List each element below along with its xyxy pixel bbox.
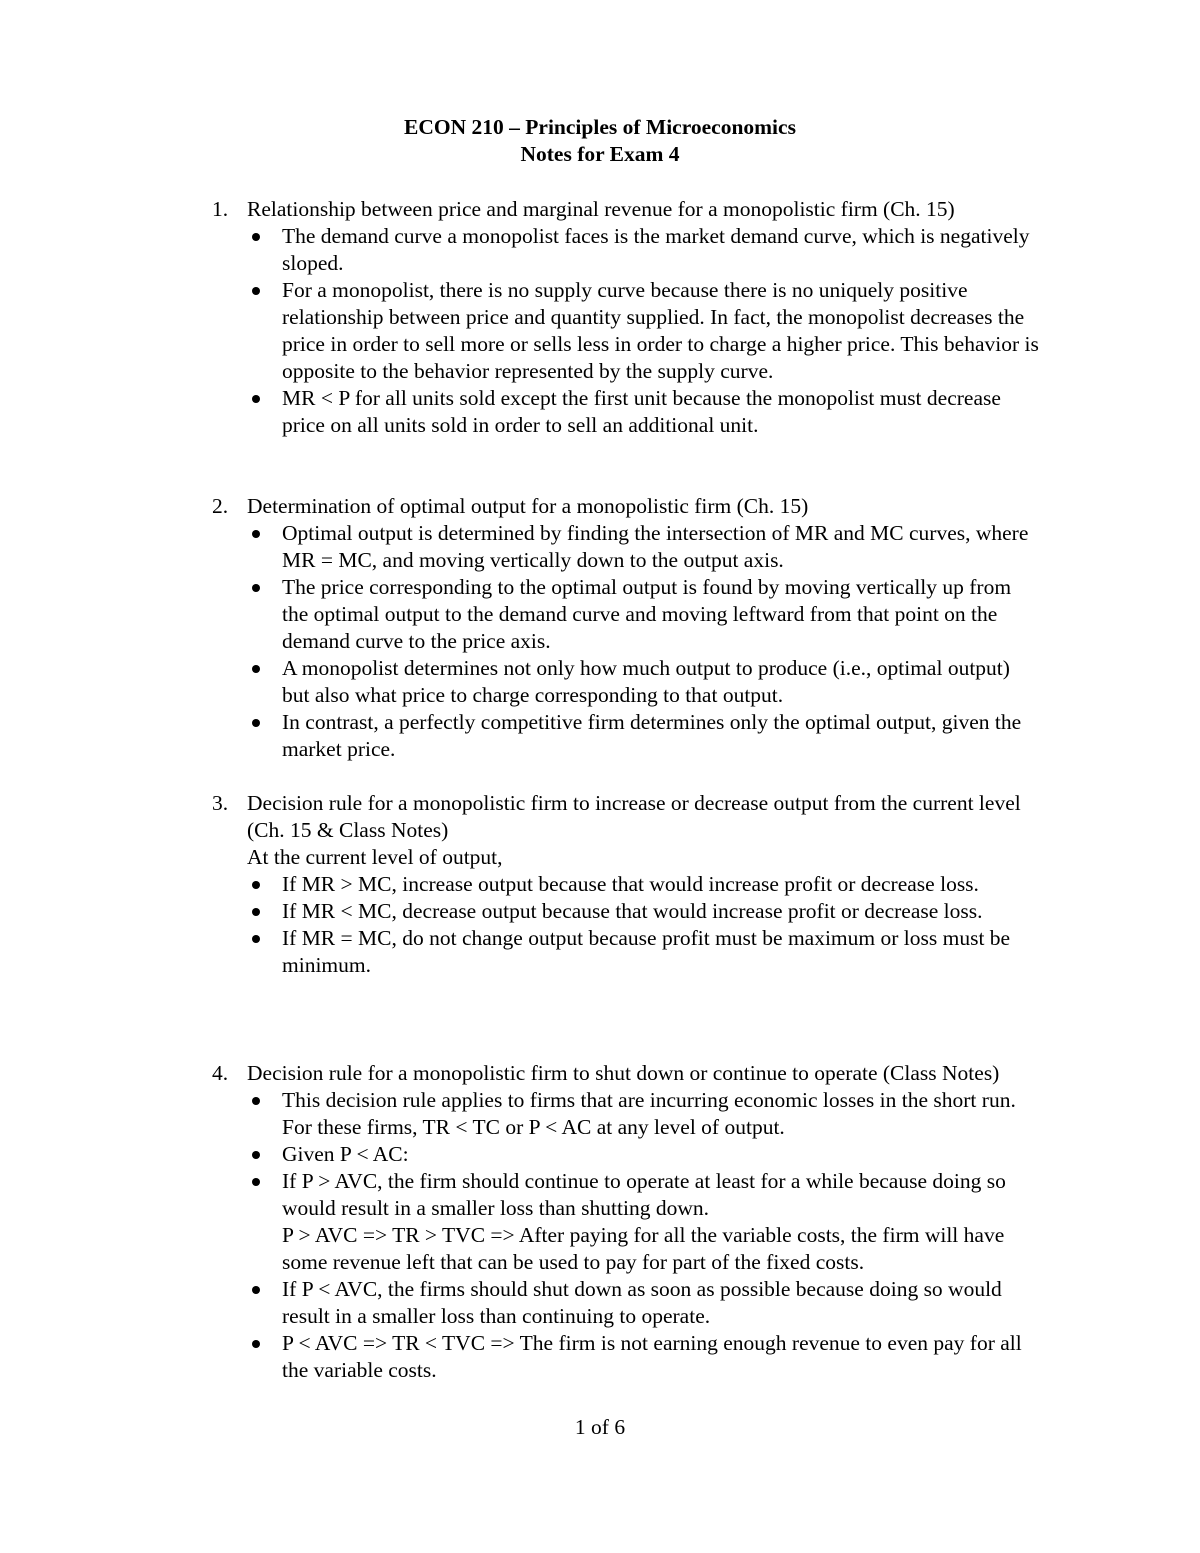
list-item — [212, 1087, 1042, 1141]
list-item — [212, 898, 1042, 925]
bullet-text: In contrast, a perfectly competitive firm determines only the optimal output, given the market price. — [282, 710, 1022, 761]
bullet-text: If MR = MC, do not change output because profit must be maximum or loss must be minimum. — [282, 926, 1011, 977]
bullet-icon — [252, 719, 260, 727]
title-block — [0, 114, 1200, 168]
bullet-text: Given P < AC: — [282, 1142, 409, 1166]
bullet-icon — [252, 935, 260, 943]
bullet-icon — [252, 584, 260, 592]
bullet-list — [212, 223, 1042, 439]
section-1 — [212, 196, 1042, 439]
list-item — [212, 520, 1042, 574]
section-heading — [212, 493, 1042, 520]
section-heading — [212, 790, 1042, 844]
section-3 — [212, 790, 1042, 979]
section-number: 1. — [212, 197, 229, 221]
section-4 — [212, 1060, 1042, 1384]
bullet-icon — [252, 1151, 260, 1159]
section-heading — [212, 1060, 1042, 1087]
bullet-icon — [252, 908, 260, 916]
bullet-text: If P > AVC, the firm should continue to operate at least for a while because doing so would result in a smaller loss than shutting down. — [282, 1169, 1006, 1220]
bullet-icon — [252, 233, 260, 241]
bullet-text: This decision rule applies to firms that are incurring economic losses in the short run. For these firms, TR < TC or P < AC at any level of output. — [282, 1088, 1016, 1139]
bullet-icon — [252, 881, 260, 889]
bullet-text: Optimal output is determined by finding the intersection of MR and MC curves, where MR = MC, and moving vertically down to the output axis. — [282, 521, 1029, 572]
bullet-text: P < AVC => TR < TVC => The firm is not earning enough revenue to even pay for all the variable costs. — [282, 1331, 1022, 1382]
list-item — [212, 1141, 1042, 1168]
section-heading-text: Determination of optimal output for a monopolistic firm (Ch. 15) — [247, 494, 809, 518]
list-item — [212, 1276, 1042, 1330]
bullet-text: The price corresponding to the optimal output is found by moving vertically up from the optimal output to the demand curve and moving leftward from that point on the demand curve to the price axis. — [282, 575, 1012, 653]
document-title: ECON 210 – Principles of Microeconomics — [404, 115, 796, 139]
list-item — [212, 871, 1042, 898]
list-item — [212, 385, 1042, 439]
bullet-list — [212, 1087, 1042, 1384]
section-heading-text: Decision rule for a monopolistic firm to increase or decrease output from the current level (Ch. 15 & Class Notes) — [247, 791, 1021, 842]
bullet-text: For a monopolist, there is no supply curve because there is no uniquely positive relationship between price and quantity supplied. In fact, the monopolist decreases the price in order to sell more or sells less in order to charge a higher price. This behavior is opposite to the behavior represented by the supply curve. — [282, 278, 1039, 383]
bullet-text: If MR < MC, decrease output because that would increase profit or decrease loss. — [282, 899, 983, 923]
bullet-text: The demand curve a monopolist faces is the market demand curve, which is negatively sloped. — [282, 224, 1030, 275]
section-heading — [212, 196, 1042, 223]
bullet-icon — [252, 395, 260, 403]
bullet-icon — [252, 1097, 260, 1105]
bullet-subtext: P > AVC => TR > TVC => After paying for all the variable costs, the firm will have some revenue left that can be used to pay for part of the fixed costs. — [282, 1223, 1005, 1274]
list-item — [212, 277, 1042, 385]
section-2 — [212, 493, 1042, 763]
bullet-list — [212, 520, 1042, 763]
bullet-text: A monopolist determines not only how much output to produce (i.e., optimal output) but also what price to charge corresponding to that output. — [282, 656, 1010, 707]
bullet-text: MR < P for all units sold except the first unit because the monopolist must decrease price on all units sold in order to sell an additional unit. — [282, 386, 1001, 437]
section-heading-text: Decision rule for a monopolistic firm to shut down or continue to operate (Class Notes) — [247, 1061, 1000, 1085]
list-item — [212, 709, 1042, 763]
bullet-icon — [252, 530, 260, 538]
section-number: 2. — [212, 494, 229, 518]
section-intro: At the current level of output, — [247, 845, 503, 869]
list-item — [212, 1168, 1042, 1276]
bullet-icon — [252, 665, 260, 673]
bullet-icon — [252, 1340, 260, 1348]
bullet-text: If P < AVC, the firms should shut down as soon as possible because doing so would result in a smaller loss than continuing to operate. — [282, 1277, 1002, 1328]
list-item — [212, 1330, 1042, 1384]
section-heading-text: Relationship between price and marginal revenue for a monopolistic firm (Ch. 15) — [247, 197, 955, 221]
list-item — [212, 925, 1042, 979]
bullet-list — [212, 871, 1042, 979]
bullet-icon — [252, 1286, 260, 1294]
bullet-icon — [252, 287, 260, 295]
bullet-icon — [252, 1178, 260, 1186]
section-number: 3. — [212, 791, 229, 815]
list-item — [212, 655, 1042, 709]
list-item — [212, 574, 1042, 655]
section-number: 4. — [212, 1061, 229, 1085]
document-subtitle: Notes for Exam 4 — [520, 142, 680, 166]
page-number: 1 of 6 — [574, 1415, 626, 1439]
list-item — [212, 223, 1042, 277]
bullet-text: If MR > MC, increase output because that would increase profit or decrease loss. — [282, 872, 979, 896]
